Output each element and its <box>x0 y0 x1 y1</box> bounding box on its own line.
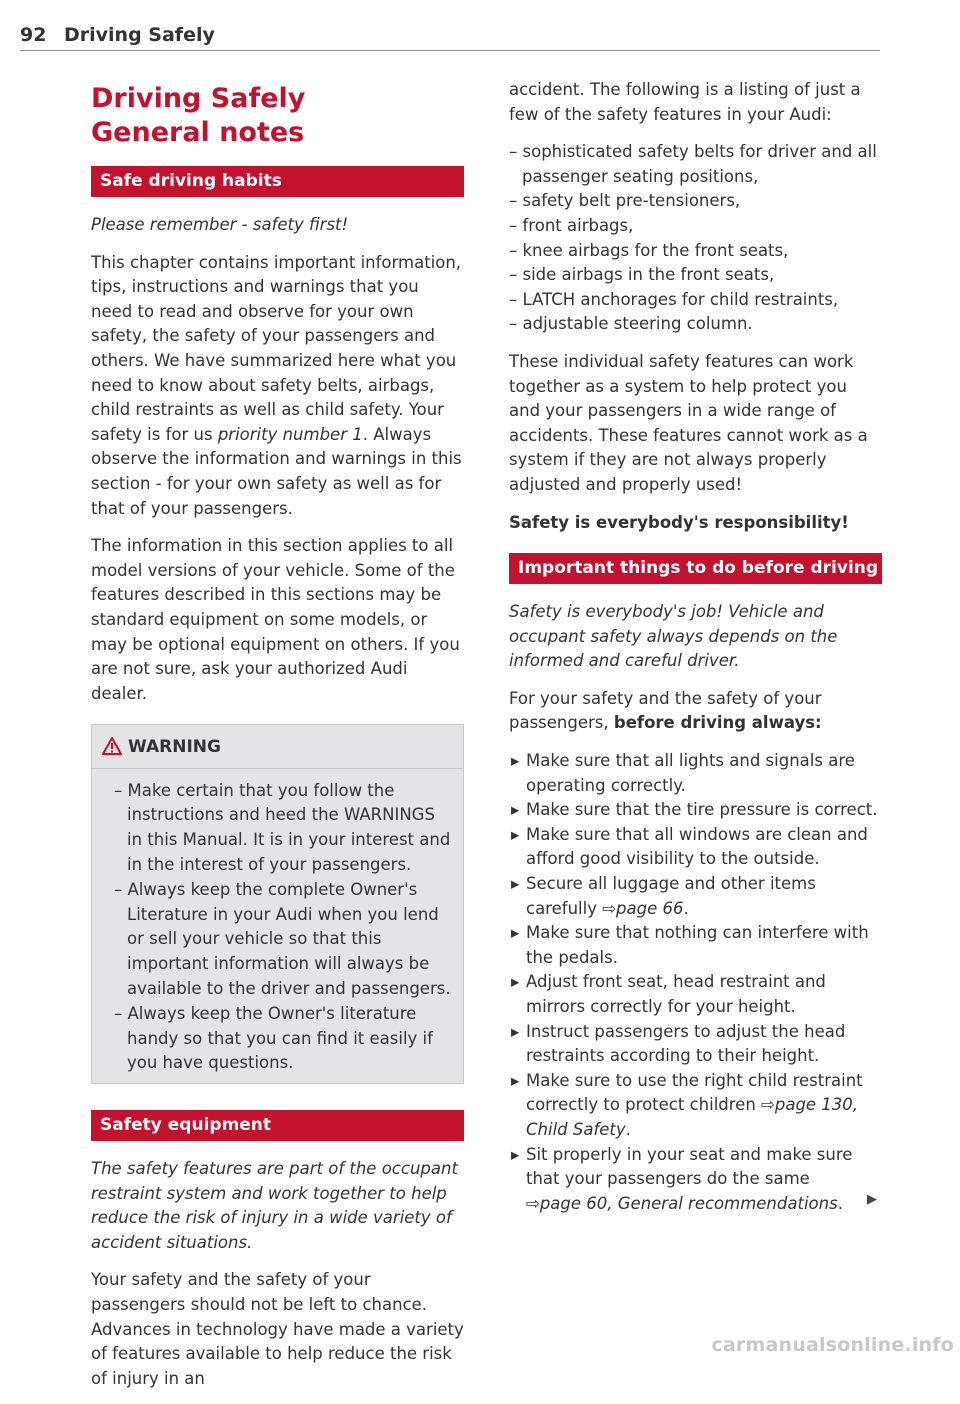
right-column <box>509 78 882 1216</box>
page-reference-link[interactable]: ⇨page 66 <box>602 898 684 918</box>
page-number: 92 <box>20 24 47 46</box>
warning-item: – Always keep the Owner's literature handy so that you can find it easily if you have questions. <box>114 1004 433 1073</box>
step-list <box>509 749 882 1216</box>
page-reference-link[interactable]: ⇨page 60, General recommendations <box>526 1193 838 1213</box>
warning-item: – Always keep the complete Owner's Literature in your Audi when you lend or sell your vehicle so that this important information will always be available to the driver and passengers. <box>114 880 451 998</box>
subsection-bar-safe-driving: Safe driving habits <box>91 166 464 197</box>
emphasis: priority number 1 <box>217 424 363 444</box>
intro-text: The safety features are part of the occupant restraint system and work together to help reduce the risk of injury in a wide variety of accident situations. <box>91 1159 458 1252</box>
section-title: General notes <box>91 117 305 148</box>
step-item: ▸ Make sure that all lights and signals are operating correctly. <box>509 749 882 798</box>
subsection-bar-safety-equipment: Safety equipment <box>91 1110 464 1141</box>
list-item: – safety belt pre-tensioners, <box>509 191 741 211</box>
warning-header <box>92 725 463 769</box>
warning-triangle-icon <box>102 737 122 755</box>
list-item: – sophisticated safety belts for driver and all passenger seating positions, <box>509 142 877 186</box>
paragraph: accident. The following is a listing of just a few of the safety features in your Audi: <box>509 80 861 124</box>
warning-item: – Make certain that you follow the instructions and heed the WARNINGS in this Manual. It is in your interest and in the interest of your passengers. <box>114 780 451 874</box>
paragraph: These individual safety features can work together as a system to help protect you and your passengers in a wide range of accidents. These features cannot work as a system if they are not always properly adjusted and properly used! <box>509 351 868 494</box>
paragraph: Your safety and the safety of your passengers should not be left to chance. Advances in technology have made a variety of features available to help reduce the risk of injury in an <box>91 1270 464 1388</box>
list-item: – front airbags, <box>509 215 634 235</box>
intro-text: Safety is everybody's job! Vehicle and occupant safety always depends on the informed and careful driver. <box>509 602 838 671</box>
list-item: – side airbags in the front seats, <box>509 265 775 285</box>
subsection-bar-before-driving: Important things to do before driving <box>509 553 882 584</box>
chapter-title: Driving Safely <box>91 83 306 114</box>
watermark: carmanualsonline.info <box>711 1334 954 1356</box>
warning-title: WARNING <box>128 737 221 758</box>
left-column <box>91 78 464 1404</box>
step-item: ▸ Make sure to use the right child restraint correctly to protect children ⇨page 130, Child Safety. <box>509 1069 882 1143</box>
bold-statement: Safety is everybody's responsibility! <box>509 512 849 532</box>
step-item: ▸ Make sure that the tire pressure is correct. <box>509 798 882 823</box>
feature-list <box>509 140 882 337</box>
running-header <box>20 24 880 51</box>
warning-box <box>91 724 464 1084</box>
step-item: ▸ Secure all luggage and other items carefully ⇨page 66. <box>509 872 882 921</box>
intro-text: Please remember - safety first! <box>91 215 349 234</box>
list-item: – knee airbags for the front seats, <box>509 240 789 260</box>
list-item: – LATCH anchorages for child restraints, <box>509 289 839 309</box>
list-item: – adjustable steering column. <box>509 314 753 334</box>
running-title: Driving Safely <box>64 24 215 46</box>
step-item: ▸ Sit properly in your seat and make sure that your passengers do the same ⇨page 60, General recommendations. ▶ <box>509 1143 882 1217</box>
paragraph: For your safety and the safety of your passengers, before driving always: <box>509 688 822 733</box>
step-item: ▸ Adjust front seat, head restraint and mirrors correctly for your height. <box>509 970 882 1019</box>
step-item: ▸ Instruct passengers to adjust the head restraints according to their height. <box>509 1020 882 1069</box>
step-item: ▸ Make sure that nothing can interfere with the pedals. <box>509 921 882 970</box>
paragraph: The information in this section applies to all model versions of your vehicle. Some of the features described in this sections may be standard equipment on some models, or may be optional equipment on others. If you are not sure, ask your authorized Audi dealer. <box>91 536 460 703</box>
paragraph: This chapter contains important information, tips, instructions and warnings that you need to read and observe for your own safety, the safety of your passengers and others. We have summarized here what you need to know about safety belts, airbags, child restraints as well as child safety. Your safety is for us priority number 1. Always observe the information and warnings in this section - for your own safety as well as for that of your passengers. <box>91 252 462 518</box>
page-reference-link[interactable]: ⇨page 130, Child Safety <box>526 1095 859 1139</box>
step-item: ▸ Make sure that all windows are clean and afford good visibility to the outside. <box>509 823 882 872</box>
